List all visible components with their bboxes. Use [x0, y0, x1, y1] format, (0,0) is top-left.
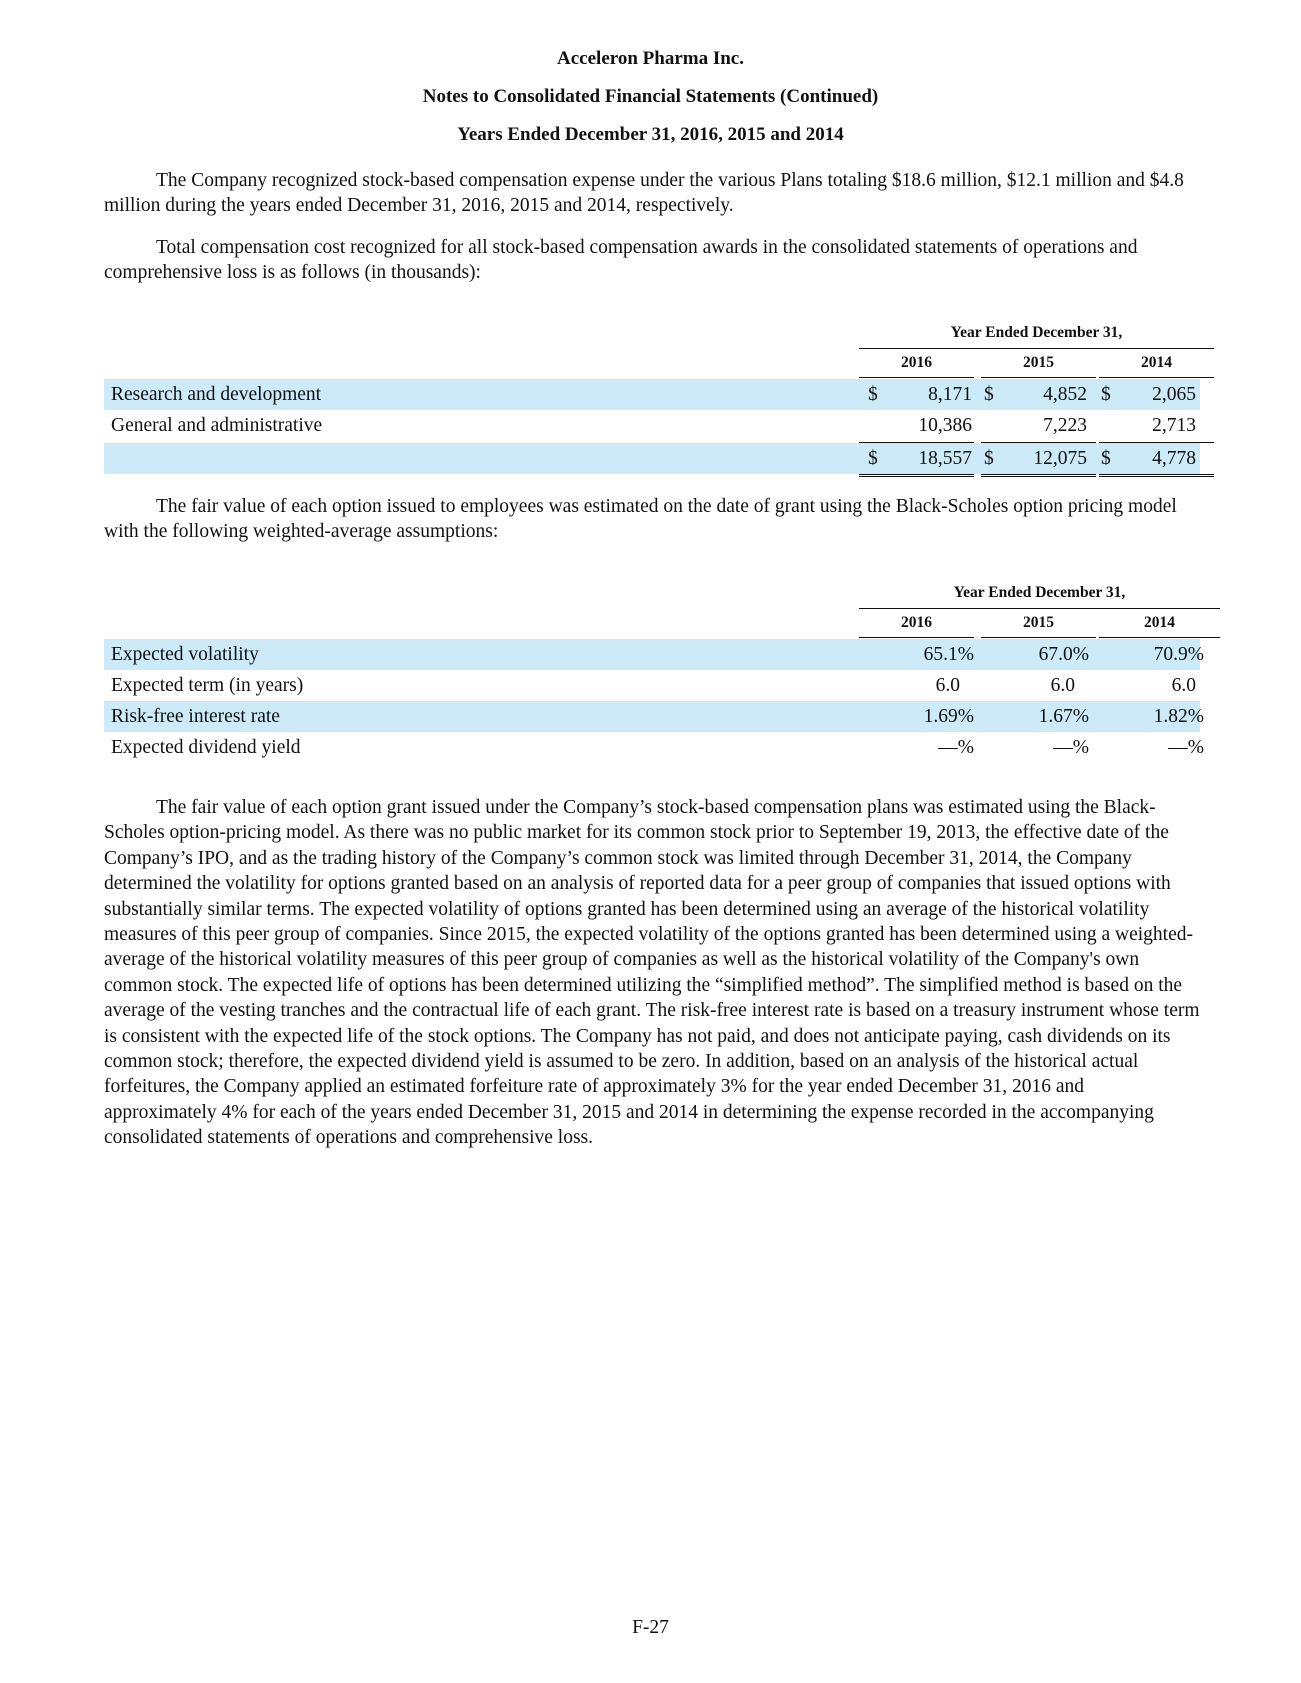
paragraph-expense-summary: The Company recognized stock-based compensation expense under the various Plans totaling $18.6 million, $12.1 million and $4.8 million during the years ended December 31, 2016, 2015 and 2014, respectively. — [104, 170, 1184, 217]
paragraph-compensation-cost-intro: Total compensation cost recognized for all stock-based compensation awards in the consolidated statements of operations and comprehensive loss is as follows (in thousands): — [104, 237, 1138, 284]
currency-symbol: $ — [1101, 448, 1111, 469]
table1-year-2016: 2016 — [901, 354, 932, 371]
value-2015: 7,223 — [1043, 415, 1087, 436]
currency-symbol: $ — [868, 448, 878, 469]
table-row-total — [104, 443, 1200, 474]
currency-symbol: $ — [1101, 384, 1111, 405]
company-name: Acceleron Pharma Inc. — [557, 48, 744, 69]
total-2014: 4,778 — [1152, 448, 1196, 469]
value-2015: —% — [1053, 737, 1089, 758]
value-2014: 6.0 — [1171, 675, 1196, 696]
table2-year-2016: 2016 — [901, 614, 932, 631]
page-number: F-27 — [632, 1617, 669, 1638]
currency-symbol: $ — [868, 384, 878, 405]
table2-group-rule — [859, 608, 1220, 609]
table-row — [104, 410, 1200, 441]
table1-total-rule-2016 — [859, 474, 974, 477]
value-2016: 6.0 — [935, 675, 960, 696]
value-2014: 1.82% — [1153, 706, 1204, 727]
value-2015: 67.0% — [1038, 644, 1089, 665]
row-label: Expected volatility — [111, 644, 259, 665]
value-2014: 2,713 — [1152, 415, 1196, 436]
value-2014: —% — [1168, 737, 1204, 758]
period-subtitle: Years Ended December 31, 2016, 2015 and 2014 — [457, 124, 844, 145]
value-2016: 65.1% — [923, 644, 974, 665]
table1-year-2014: 2014 — [1141, 354, 1172, 371]
table1-group-header: Year Ended December 31, — [950, 324, 1123, 341]
row-label: Research and development — [111, 384, 322, 405]
value-2016: —% — [938, 737, 974, 758]
table1-total-rule-2014 — [1099, 474, 1214, 477]
table-row — [104, 732, 1204, 763]
table-row — [104, 670, 1200, 701]
table1-group-rule — [859, 348, 1214, 349]
row-label: Expected term (in years) — [111, 675, 304, 696]
table2-year-rule-2016 — [859, 637, 974, 638]
value-2014: 2,065 — [1152, 384, 1196, 405]
table1-year-rule-2014 — [1099, 377, 1214, 378]
value-2016: 10,386 — [918, 415, 972, 436]
value-2016: 8,171 — [928, 384, 972, 405]
total-2015: 12,075 — [1033, 448, 1087, 469]
table2-year-2015: 2015 — [1023, 614, 1054, 631]
table2-year-rule-2015 — [981, 637, 1096, 638]
table1-total-rule-2015 — [981, 474, 1096, 477]
table-row — [104, 379, 1200, 410]
table1-year-rule-2015 — [981, 377, 1096, 378]
total-2016: 18,557 — [918, 448, 972, 469]
row-label: General and administrative — [111, 415, 323, 436]
table2-group-header: Year Ended December 31, — [953, 584, 1126, 601]
table1-year-rule-2016 — [859, 377, 974, 378]
row-label: Expected dividend yield — [111, 737, 301, 758]
paragraph-black-scholes-intro: The fair value of each option issued to employees was estimated on the date of grant using the Black-Scholes option pricing model with the following weighted-average assumptions: — [104, 496, 1177, 543]
table-row — [104, 639, 1204, 670]
value-2015: 6.0 — [1050, 675, 1075, 696]
page-title: Notes to Consolidated Financial Statements (Continued) — [422, 86, 879, 107]
currency-symbol: $ — [984, 384, 994, 405]
value-2015: 1.67% — [1038, 706, 1089, 727]
value-2016: 1.69% — [923, 706, 974, 727]
row-label: Risk-free interest rate — [111, 706, 280, 727]
table2-year-2014: 2014 — [1144, 614, 1175, 631]
currency-symbol: $ — [984, 448, 994, 469]
table1-year-2015: 2015 — [1023, 354, 1054, 371]
paragraph-methodology: The fair value of each option grant issued under the Company’s stock-based compensation plans was estimated using the Black-Scholes option-pricing model. As there was no public market for its common stock prior to September 19, 2013, the effective date of the Company’s IPO, and as the trading history of the Company’s common stock was limited through December 31, 2014, the Company determined the volatility for options granted based on an analysis of reported data for a peer group of companies that issued options with substantially similar terms. The expected volatility of options granted has been determined using an average of the historical volatility measures of this peer group of companies. Since 2015, the expected volatility of the options granted has been determined using a weighted-average of the historical volatility measures of this peer group of companies as well as the historical volatility of the Company's own common stock. The expected life of options has been determined utilizing the “simplified method”. The simplified method is based on the average of the vesting tranches and the contractual life of each grant. The risk-free interest rate is based on a treasury instrument whose term is consistent with the expected life of the stock options. The Company has not paid, and does not anticipate paying, cash dividends on its common stock; therefore, the expected dividend yield is assumed to be zero. In addition, based on an analysis of the historical actual forfeitures, the Company applied an estimated forfeiture rate of approximately 3% for the year ended December 31, 2016 and approximately 4% for each of the years ended December 31, 2015 and 2014 in determining the expense recorded in the accompanying consolidated statements of operations and comprehensive loss. — [104, 797, 1200, 1149]
table-row — [104, 701, 1204, 732]
value-2014: 70.9% — [1153, 644, 1204, 665]
table2-year-rule-2014 — [1099, 637, 1220, 638]
value-2015: 4,852 — [1043, 384, 1087, 405]
